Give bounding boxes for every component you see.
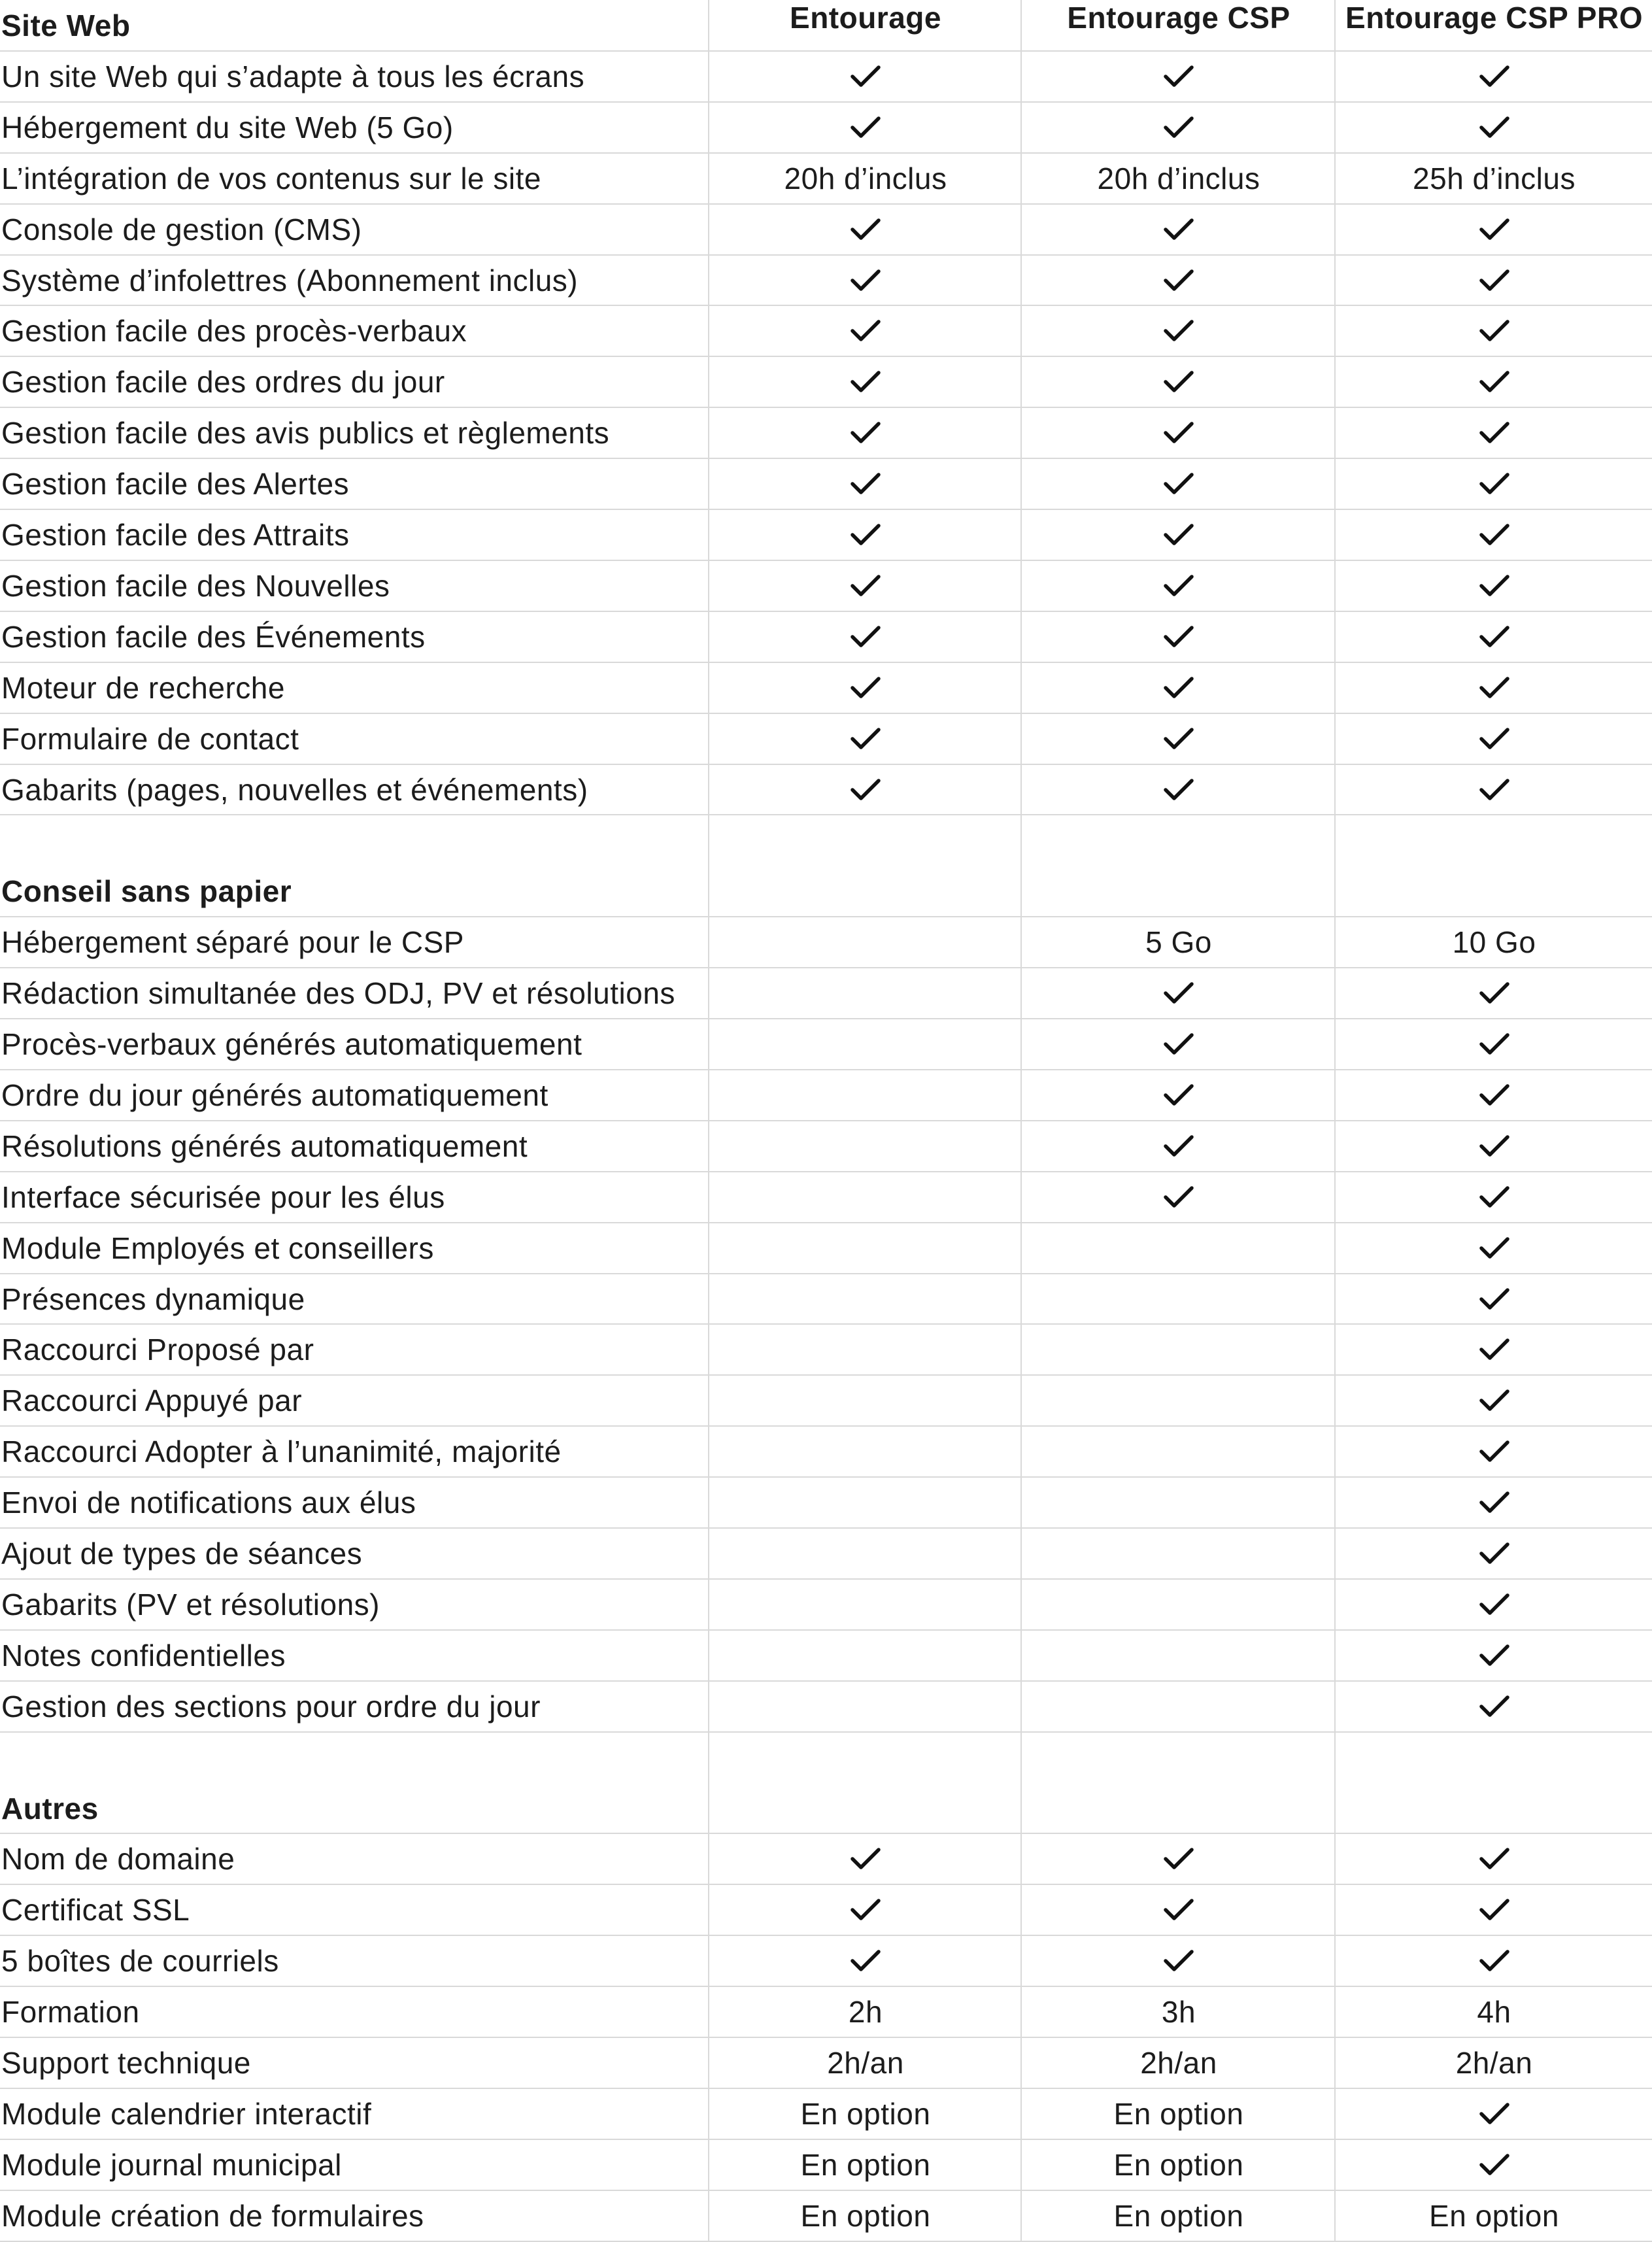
check-icon	[710, 764, 1021, 815]
check-icon	[1022, 1070, 1335, 1121]
feature-value: 3h	[1161, 1995, 1196, 2029]
check-icon	[1022, 255, 1335, 306]
feature-value: 5 Go	[1145, 925, 1212, 959]
feature-label: Gestion facile des procès-verbaux	[1, 314, 467, 348]
check-icon	[710, 458, 1021, 509]
check-icon	[1336, 2088, 1652, 2139]
check-icon	[1336, 1324, 1652, 1375]
check-icon	[1336, 1528, 1652, 1579]
feature-label: Gestion facile des Événements	[1, 620, 426, 654]
feature-value: 2h/an	[827, 2046, 904, 2080]
check-icon	[1022, 968, 1335, 1019]
check-icon	[1336, 713, 1652, 764]
feature-label: Ordre du jour générés automatiquement	[1, 1078, 548, 1112]
check-icon	[1336, 458, 1652, 509]
check-icon	[710, 611, 1021, 662]
check-icon	[1336, 204, 1652, 255]
section-title: Conseil sans papier	[1, 874, 292, 908]
feature-label: Interface sécurisée pour les élus	[1, 1180, 445, 1214]
check-icon	[1336, 560, 1652, 611]
check-icon	[1336, 968, 1652, 1019]
check-icon	[1022, 1172, 1335, 1223]
feature-value: 2h/an	[1140, 2046, 1217, 2080]
feature-label: Notes confidentielles	[1, 1639, 286, 1673]
check-icon	[710, 560, 1021, 611]
check-icon	[1336, 662, 1652, 713]
check-icon	[710, 305, 1021, 356]
check-icon	[1336, 509, 1652, 560]
feature-label: Formulaire de contact	[1, 722, 299, 756]
check-icon	[1022, 611, 1335, 662]
check-icon	[710, 509, 1021, 560]
feature-value: En option	[1429, 2199, 1559, 2233]
check-icon	[1336, 1884, 1652, 1935]
section-title: Autres	[1, 1792, 99, 1826]
check-icon	[1336, 1172, 1652, 1223]
feature-label: Ajout de types de séances	[1, 1537, 363, 1571]
feature-value: En option	[1113, 2199, 1244, 2233]
feature-label: Gestion facile des avis publics et règlements	[1, 416, 610, 450]
check-icon	[1336, 1375, 1652, 1426]
check-icon	[1022, 204, 1335, 255]
check-icon	[1336, 1833, 1652, 1884]
feature-label: Raccourci Appuyé par	[1, 1384, 303, 1418]
feature-label: Hébergement séparé pour le CSP	[1, 925, 464, 959]
feature-label: Envoi de notifications aux élus	[1, 1486, 416, 1520]
feature-value: 20h d’inclus	[784, 161, 947, 195]
feature-label: Rédaction simultanée des ODJ, PV et résolutions	[1, 976, 675, 1010]
check-icon	[1022, 560, 1335, 611]
feature-label: Module création de formulaires	[1, 2199, 424, 2233]
feature-label: Système d’infolettres (Abonnement inclus)	[1, 263, 579, 297]
check-icon	[710, 713, 1021, 764]
check-icon	[1022, 764, 1335, 815]
check-icon	[1022, 407, 1335, 458]
feature-value: 25h d’inclus	[1413, 161, 1576, 195]
check-icon	[1022, 305, 1335, 356]
check-icon	[1336, 611, 1652, 662]
row-divider	[0, 814, 1652, 815]
check-icon	[1022, 1121, 1335, 1172]
feature-label: Gestion des sections pour ordre du jour	[1, 1690, 541, 1724]
feature-label: Raccourci Proposé par	[1, 1333, 314, 1367]
check-icon	[1022, 713, 1335, 764]
feature-label: Un site Web qui s’adapte à tous les écrans	[1, 59, 585, 93]
check-icon	[1022, 1935, 1335, 1986]
feature-value: 2h	[848, 1995, 883, 2029]
check-icon	[710, 255, 1021, 306]
check-icon	[1336, 1477, 1652, 1528]
check-icon	[1336, 1070, 1652, 1121]
check-icon	[710, 407, 1021, 458]
check-icon	[1336, 1121, 1652, 1172]
feature-value: En option	[800, 2199, 931, 2233]
check-icon	[1336, 1935, 1652, 1986]
feature-label: Console de gestion (CMS)	[1, 212, 362, 246]
feature-label: Présences dynamique	[1, 1282, 305, 1316]
check-icon	[710, 1935, 1021, 1986]
check-icon	[1022, 102, 1335, 153]
feature-label: Hébergement du site Web (5 Go)	[1, 110, 454, 144]
check-icon	[1336, 1426, 1652, 1477]
feature-label: Gestion facile des Alertes	[1, 467, 350, 501]
feature-value: En option	[1113, 2148, 1244, 2182]
feature-value: 4h	[1477, 1995, 1511, 2029]
check-icon	[1022, 458, 1335, 509]
check-icon	[1336, 51, 1652, 102]
column-header-3: Entourage CSP PRO	[1345, 1, 1643, 35]
check-icon	[1336, 1019, 1652, 1070]
feature-label: Gestion facile des ordres du jour	[1, 365, 445, 399]
feature-label: Résolutions générés automatiquement	[1, 1129, 528, 1163]
feature-label: Gestion facile des Attraits	[1, 518, 350, 552]
column-header-1: Entourage	[790, 1, 941, 35]
check-icon	[1336, 764, 1652, 815]
feature-label: Module calendrier interactif	[1, 2097, 372, 2131]
feature-value: En option	[1113, 2097, 1244, 2131]
feature-value: 20h d’inclus	[1097, 161, 1260, 195]
check-icon	[1336, 1223, 1652, 1274]
feature-label: Nom de domaine	[1, 1842, 235, 1876]
check-icon	[710, 51, 1021, 102]
check-icon	[1022, 1884, 1335, 1935]
check-icon	[710, 662, 1021, 713]
feature-value: En option	[800, 2097, 931, 2131]
check-icon	[1022, 662, 1335, 713]
check-icon	[1022, 509, 1335, 560]
check-icon	[710, 102, 1021, 153]
check-icon	[1022, 51, 1335, 102]
feature-label: Gabarits (PV et résolutions)	[1, 1588, 380, 1622]
check-icon	[1336, 102, 1652, 153]
check-icon	[1336, 2139, 1652, 2190]
check-icon	[710, 1884, 1021, 1935]
feature-value: En option	[800, 2148, 931, 2182]
check-icon	[710, 204, 1021, 255]
feature-label: 5 boîtes de courriels	[1, 1944, 279, 1978]
column-header-2: Entourage CSP	[1067, 1, 1290, 35]
check-icon	[1336, 305, 1652, 356]
feature-label: Gestion facile des Nouvelles	[1, 569, 390, 603]
feature-label: Certificat SSL	[1, 1893, 190, 1927]
feature-value: 10 Go	[1452, 925, 1536, 959]
check-icon	[710, 356, 1021, 407]
feature-label: Formation	[1, 1995, 140, 2029]
check-icon	[1336, 1681, 1652, 1732]
check-icon	[1336, 1274, 1652, 1325]
feature-label: Procès-verbaux générés automatiquement	[1, 1027, 582, 1061]
section-title: Site Web	[1, 8, 131, 42]
feature-label: Support technique	[1, 2046, 251, 2080]
check-icon	[1336, 255, 1652, 306]
check-icon	[1022, 1833, 1335, 1884]
check-icon	[710, 1833, 1021, 1884]
check-icon	[1022, 1019, 1335, 1070]
feature-label: Gabarits (pages, nouvelles et événements)	[1, 773, 588, 807]
check-icon	[1336, 356, 1652, 407]
feature-label: Module Employés et conseillers	[1, 1231, 434, 1265]
row-divider	[0, 1731, 1652, 1733]
check-icon	[1336, 407, 1652, 458]
check-icon	[1336, 1630, 1652, 1681]
feature-label: L’intégration de vos contenus sur le site	[1, 161, 541, 195]
feature-value: 2h/an	[1455, 2046, 1533, 2080]
check-icon	[1022, 356, 1335, 407]
check-icon	[1336, 1579, 1652, 1630]
feature-label: Module journal municipal	[1, 2148, 342, 2182]
feature-label: Raccourci Adopter à l’unanimité, majorité	[1, 1435, 562, 1469]
feature-label: Moteur de recherche	[1, 671, 285, 705]
